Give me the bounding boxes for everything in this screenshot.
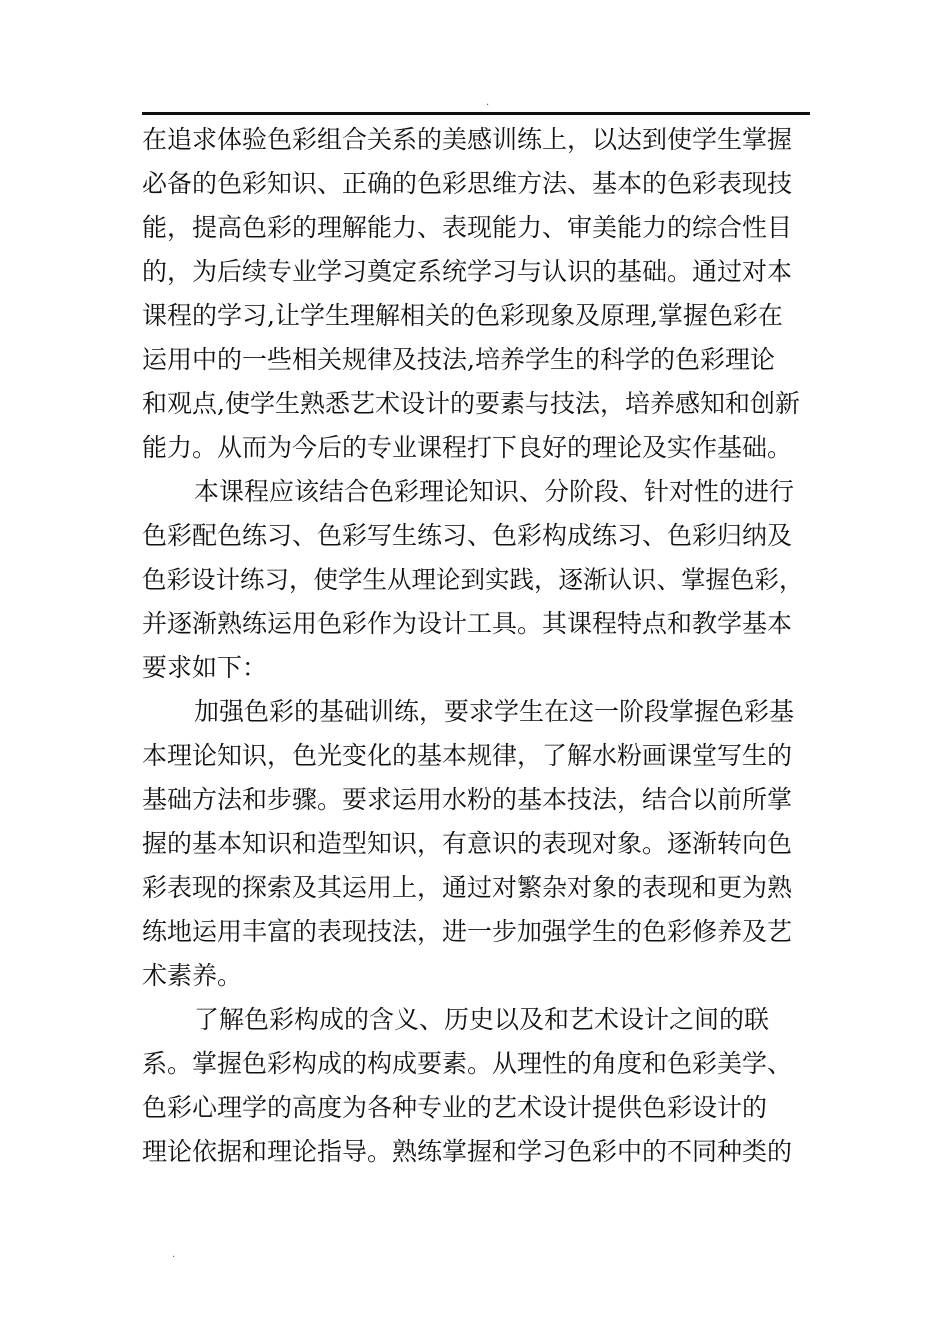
text-line: 色彩设计练习，使学生从理论到实践，逐渐认识、掌握色彩， [142, 565, 804, 594]
header-rule [142, 112, 810, 115]
text-line: 能力。从而为今后的专业课程打下良好的理论及实作基础。 [142, 433, 793, 462]
text-line: 术素养。 [142, 961, 243, 990]
text-line: 基础方法和步骤。要求运用水粉的基本技法，结合以前所掌 [142, 785, 793, 814]
text-line: 彩表现的探索及其运用上，通过对繁杂对象的表现和更为熟 [142, 873, 793, 902]
document-body [142, 118, 814, 1174]
text-line: 并逐渐熟练运用色彩作为设计工具。其课程特点和教学基本 [142, 609, 793, 638]
text-line: 握的基本知识和造型知识，有意识的表现对象。逐渐转向色 [142, 829, 793, 858]
text-line: 课程的学习,让学生理解相关的色彩现象及原理,掌握色彩在 [142, 301, 783, 330]
text-line: 练地运用丰富的表现技法，进一步加强学生的色彩修养及艺 [142, 917, 793, 946]
text-line: 在追求体验色彩组合关系的美感训练上，以达到使学生掌握 [142, 125, 793, 154]
text-line: 了解色彩构成的含义、历史以及和艺术设计之间的联 [194, 1005, 770, 1034]
footer-dot: . [172, 1249, 176, 1260]
header-dot: . [486, 97, 490, 108]
text-line: 色彩心理学的高度为各种专业的艺术设计提供色彩设计的 [142, 1093, 768, 1122]
text-line: 系。掌握色彩构成的构成要素。从理性的角度和色彩美学、 [142, 1049, 793, 1078]
text-line: 要求如下： [142, 653, 268, 682]
text-line: 和观点,使学生熟悉艺术设计的要素与技法，培养感知和创新 [142, 389, 800, 418]
text-line: 本课程应该结合色彩理论知识、分阶段、针对性的进行 [194, 477, 795, 506]
text-line: 色彩配色练习、色彩写生练习、色彩构成练习、色彩归纳及 [142, 521, 793, 550]
text-line: 本理论知识，色光变化的基本规律，了解水粉画课堂写生的 [142, 741, 793, 770]
text-line: 理论依据和理论指导。熟练掌握和学习色彩中的不同种类的 [142, 1137, 793, 1166]
text-line: 加强色彩的基础训练，要求学生在这一阶段掌握色彩基 [194, 697, 795, 726]
text-line: 运用中的一些相关规律及技法,培养学生的科学的色彩理论 [142, 345, 775, 374]
text-line: 能，提高色彩的理解能力、表现能力、审美能力的综合性目 [142, 213, 793, 242]
text-line: 的，为后续专业学习奠定系统学习与认识的基础。通过对本 [142, 257, 793, 286]
text-line: 必备的色彩知识、正确的色彩思维方法、基本的色彩表现技 [142, 169, 793, 198]
